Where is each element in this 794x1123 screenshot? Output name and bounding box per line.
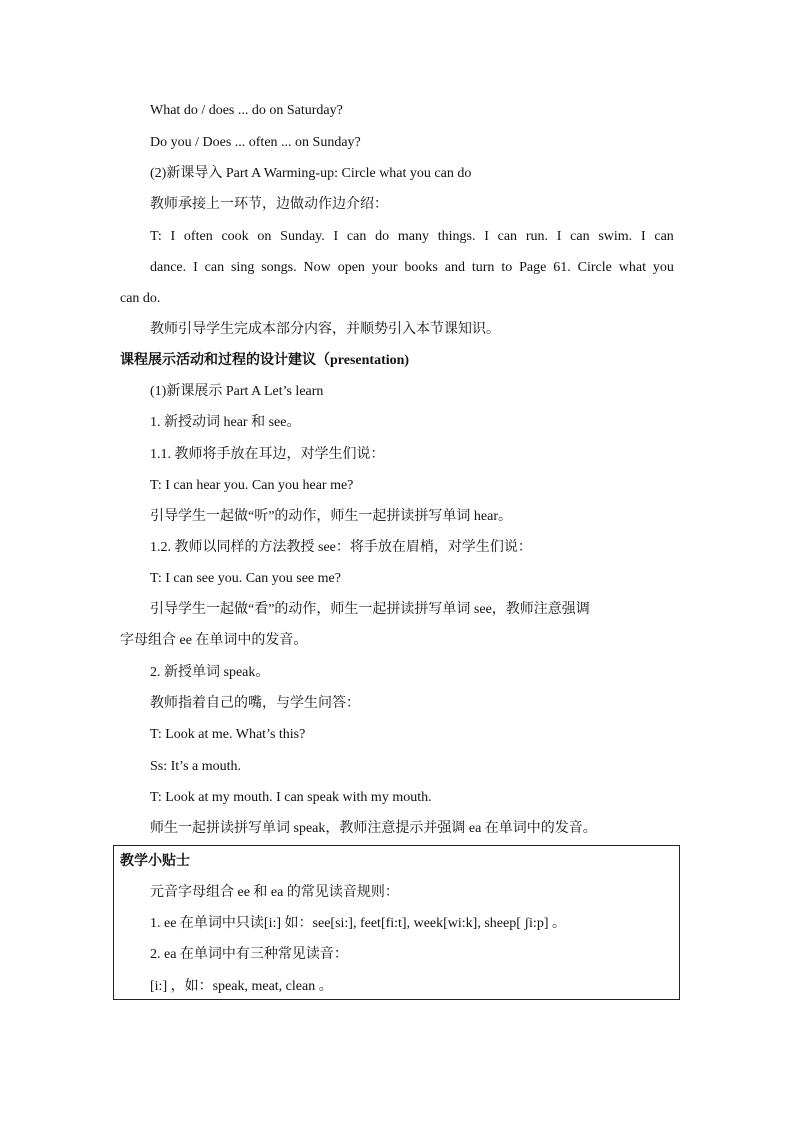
instruction-speak: 师生一起拼读拼写单词 speak，教师注意提示并强调 ea 在单词中的发音。 [150, 821, 597, 836]
word: songs. [261, 260, 297, 275]
word: I [170, 229, 176, 244]
word: can [346, 229, 367, 244]
word: and [444, 260, 465, 275]
word: Page [519, 260, 547, 275]
tip-box-title: 教学小贴士 [120, 854, 190, 869]
step-1-heading: 1. 新授动词 hear 和 see。 [150, 415, 301, 430]
step-1-2-heading: 1.2. 教师以同样的方法教授 see：将手放在眉梢，对学生们说： [150, 540, 532, 555]
word: T: [150, 229, 162, 244]
word: can [204, 260, 225, 275]
teacher-mouth-line: 教师指着自己的嘴，与学生问答： [150, 696, 360, 711]
instruction-see-line-2: 字母组合 ee 在单词中的发音。 [120, 633, 308, 648]
word: Circle [577, 260, 612, 275]
step-1-1-heading: 1.1. 教师将手放在耳边，对学生们说： [150, 447, 385, 462]
word: often [183, 229, 213, 244]
word: I [193, 260, 198, 275]
word: you [652, 260, 674, 275]
tip-rule-ea: 2. ea 在单词中有三种常见读音： [150, 947, 348, 962]
word: I [640, 229, 646, 244]
word: many [397, 229, 429, 244]
word: I [556, 229, 562, 244]
teacher-dialogue-line-2 [150, 258, 674, 278]
warming-up-heading: (2)新课导入 Part A Warming-up: Circle what you can do [150, 166, 472, 181]
word: I [333, 229, 339, 244]
word: can [570, 229, 590, 244]
dialogue-hear: T: I can hear you. Can you hear me? [150, 478, 354, 493]
dialogue-speak: T: Look at my mouth. I can speak with my mouth. [150, 790, 432, 805]
dialogue-look-at-me: T: Look at me. What’s this? [150, 727, 306, 742]
word: turn [471, 260, 495, 275]
word: run. [525, 229, 548, 244]
tip-rule-ee: 1. ee 在单词中只读[i:] 如：see[si:], feet[fi:t], week[wi:k], sheep[ ʃi:p] 。 [150, 916, 566, 931]
tip-rule-intro: 元音字母组合 ee 和 ea 的常见读音规则： [150, 885, 399, 900]
word: things. [437, 229, 476, 244]
instruction-hear: 引导学生一起做“听”的动作，师生一起拼读拼写单词 hear。 [150, 509, 513, 524]
word: Now [303, 260, 331, 275]
teacher-dialogue-line-1 [150, 227, 674, 247]
instruction-see-line-1: 引导学生一起做“看”的动作，师生一起拼读拼写单词 see，教师注意强调 [150, 602, 590, 617]
word: can [654, 229, 674, 244]
word: cook [221, 229, 249, 244]
word: 61. [553, 260, 571, 275]
word: books [404, 260, 438, 275]
word: Sunday. [280, 229, 325, 244]
word: can [497, 229, 518, 244]
step-2-heading: 2. 新授单词 speak。 [150, 665, 270, 680]
word: I [484, 229, 489, 244]
teacher-dialogue-line-3: can do. [120, 291, 161, 306]
presentation-subheading: (1)新课展示 Part A Let’s learn [150, 384, 324, 399]
word: what [618, 260, 647, 275]
question-line-saturday: What do / does ... do on Saturday? [150, 103, 343, 118]
tip-rule-ea-example: [i:] ，如：speak, meat, clean 。 [150, 979, 333, 994]
teacher-guide-line: 教师引导学生完成本部分内容，并顺势引入本节课知识。 [150, 322, 500, 337]
teacher-intro-line: 教师承接上一环节，边做动作边介绍： [150, 197, 388, 212]
dialogue-see: T: I can see you. Can you see me? [150, 571, 341, 586]
word: on [257, 229, 272, 244]
word: sing [230, 260, 255, 275]
dialogue-mouth-answer: Ss: It’s a mouth. [150, 759, 242, 774]
word: your [371, 260, 398, 275]
question-line-sunday: Do you / Does ... often ... on Sunday? [150, 135, 361, 150]
word: swim. [598, 229, 633, 244]
word: do [375, 229, 390, 244]
word: open [337, 260, 365, 275]
word: dance. [150, 260, 187, 275]
section-heading-presentation: 课程展示活动和过程的设计建议（presentation) [120, 353, 410, 368]
word: to [501, 260, 513, 275]
